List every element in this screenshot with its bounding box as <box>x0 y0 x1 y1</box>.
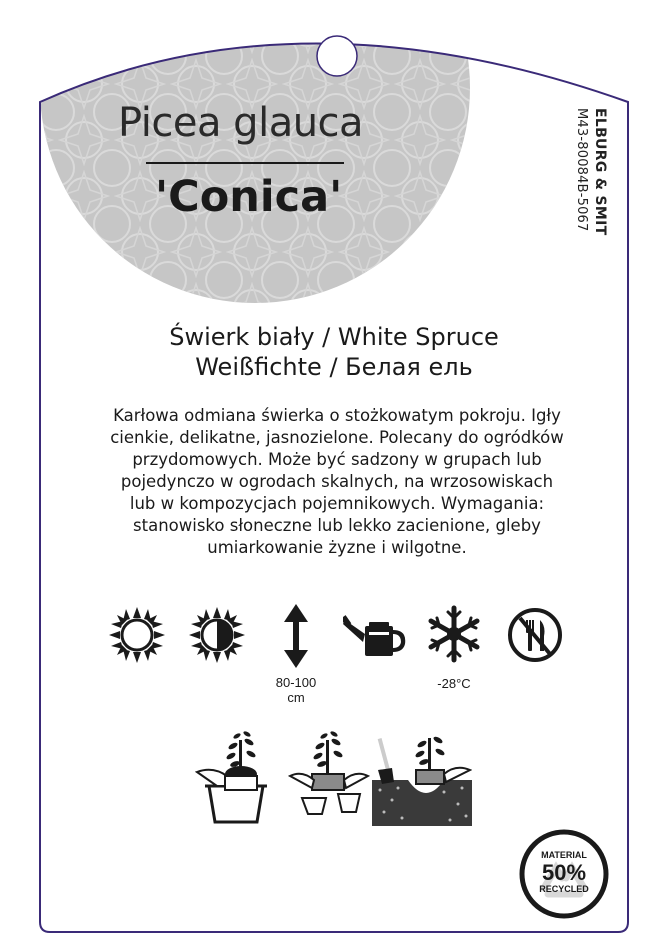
planting-step-loosen-roots-icon <box>288 726 370 818</box>
frost-hardiness-label: -28°C <box>437 676 471 691</box>
planting-step-plant-in-ground-icon <box>372 730 472 826</box>
height-arrow-icon <box>283 604 309 668</box>
snowflake-icon <box>426 604 482 664</box>
brand-name: ELBURG & SMIT <box>592 108 608 236</box>
title-divider <box>146 162 344 164</box>
plant-description <box>70 405 604 559</box>
height-label: 80-100 cm <box>275 675 317 705</box>
watering-can-icon <box>343 612 409 658</box>
description-line: umiarkowanie żyzne i wilgotne. <box>207 538 467 557</box>
partial-shade-icon <box>188 606 246 664</box>
common-name-line: Świerk biały / White Spruce <box>169 323 499 351</box>
common-names <box>0 322 668 382</box>
cultivar-name: 'Conica' <box>155 172 343 222</box>
description-line: pojedynczo w ogrodach skalnych, na wrzosowiskach <box>120 472 554 491</box>
product-code: M43-80084B-5067 <box>574 108 589 232</box>
recycled-material-badge <box>518 828 610 920</box>
badge-top-text: MATERIAL <box>541 850 587 860</box>
planting-step-unpot-icon <box>195 726 277 826</box>
full-sun-icon <box>108 606 166 664</box>
not-edible-icon <box>506 606 564 664</box>
description-line: Karłowa odmiana świerka o stożkowatym pokroju. Igły <box>113 406 561 425</box>
description-line: przydomowych. Może być sadzony w grupach lub <box>132 450 542 469</box>
description-line: stanowisko słoneczne lub lekko zacienione, gleby <box>133 516 541 535</box>
badge-bottom-text: RECYCLED <box>539 884 589 894</box>
description-line: cienkie, delikatne, jasnozielone. Polecany do ogródków <box>110 428 564 447</box>
hang-hole <box>317 36 357 76</box>
common-name-line: Weißfichte / Белая ель <box>195 353 473 381</box>
description-line: lub w kompozycjach pojemnikowych. Wymagania: <box>129 494 545 513</box>
badge-percent: 50% <box>541 860 587 885</box>
latin-name: Picea glauca <box>118 100 364 146</box>
